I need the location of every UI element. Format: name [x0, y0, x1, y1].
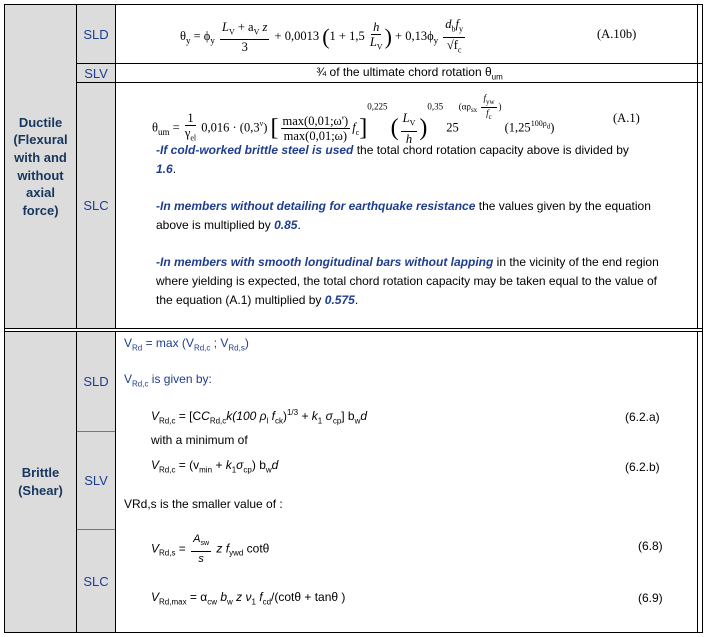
brittle-sld-cell: [77, 332, 115, 431]
eq-a1: $\theta_{um}$ = $\frac{1}{\gamma_{el}}$ $0,016 \cdot (0,3^\nu)$ [ $\frac{\max(0,01;\omega')}{\max(0,01;\omega)}$ $f_c]^{0,225}$ ( $\frac{L_V}{h}$ )$^{0,35}$ $25(\alpha\rho_{sx}$ $\frac{f_{yw}}{f_c}$ ) $(1,25^{100\rho_d})$: [152, 93, 555, 146]
eq-6-9-number: (6.9): [638, 591, 663, 605]
brittle-sld-label: SLD: [83, 374, 109, 389]
eq-6-8: $V_{Rd,s}$ = $\frac{A_{sw}}{s}$ z $f_{ywd}$ cotθ: [151, 533, 270, 566]
brittle-slc-cell: [77, 530, 115, 632]
ductile-category-cell: [5, 5, 76, 328]
eq-6-8-number: (6.8): [638, 539, 663, 553]
brittle-slv-cell: [77, 432, 115, 529]
eq-6-9: $V_{Rd,max} = \alpha_{cw}$ $b_w$ z $\nu_1$ $f_{cd}/(\cot\theta + \tan\theta$ ): [151, 590, 346, 607]
vrds-smaller-text: VRd,s is the smaller value of :: [124, 497, 283, 511]
ductile-sld-cell: [77, 5, 115, 63]
slv-text: ¾ of the ultimate chord rotation $\theta_{um}$: [316, 65, 503, 82]
brittle-slv-label: SLV: [84, 473, 108, 488]
ductile-category-label: Ductile (Flexural with and without axial force): [13, 114, 68, 218]
ductile-sld-label: SLD: [83, 26, 109, 42]
slc-note-detailing: -In members without detailing for earthquake resistance the values given by the equation above is multiplied by 0.85.: [156, 199, 651, 232]
eq-a10b: $\theta_y = \phi_y$ $\frac{L_V + a_V z}{3}$ + 0,0013 (1 + 1,5 $\frac{h}{L_V}$ ) + $0,13\phi_y$ $\frac{d_bf_y}{√f_c}$: [180, 17, 464, 55]
eq-6-2-a: $V_{Rd,c} = [CC_{Rd,c}k(100$ $\rho_l$ $f_{ck})^{1/3} + k_1$ $\sigma_{cp}$] $b_wd$: [151, 408, 368, 426]
ductile-slc-cell: [77, 83, 115, 328]
vrd-definition: $V_{Rd} = \max (V_{Rd,c}$ ; $V_{Rd,s}$): [124, 336, 249, 353]
brittle-slc-label: SLC: [83, 573, 109, 589]
eq-6-2-b: $V_{Rd,c} = (v_{min} + k_1\sigma_{cp})$ $b_wd$: [151, 458, 279, 475]
ductile-slc-label: SLC: [83, 198, 109, 213]
vrdc-given-by: $V_{Rd,c}$ is given by:: [124, 372, 212, 389]
ductile-slv-label: SLV: [84, 65, 108, 81]
eq-6-2-a-number: (6.2.a): [625, 410, 660, 424]
brittle-category-label: Brittle (Shear): [18, 465, 63, 498]
ductile-slv-cell: [77, 64, 115, 82]
slc-note-cold-worked: -If cold-worked brittle steel is used the total chord rotation capacity above is divided by 1.6.: [156, 143, 629, 176]
eq-a1-number: (A.1): [613, 111, 640, 125]
brittle-category-cell: [5, 332, 76, 632]
slc-note-smooth-bars: -In members with smooth longitudinal bars without lapping in the vicinity of the end region where yielding is expected, the total chord rotation capacity may be taken equal to the value of the equation (A.1) multiplied by 0.575.: [156, 255, 659, 307]
minimum-text: with a minimum of: [151, 433, 248, 447]
eq-a10b-number: (A.10b): [597, 27, 637, 41]
eq-6-2-b-number: (6.2.b): [625, 460, 660, 474]
